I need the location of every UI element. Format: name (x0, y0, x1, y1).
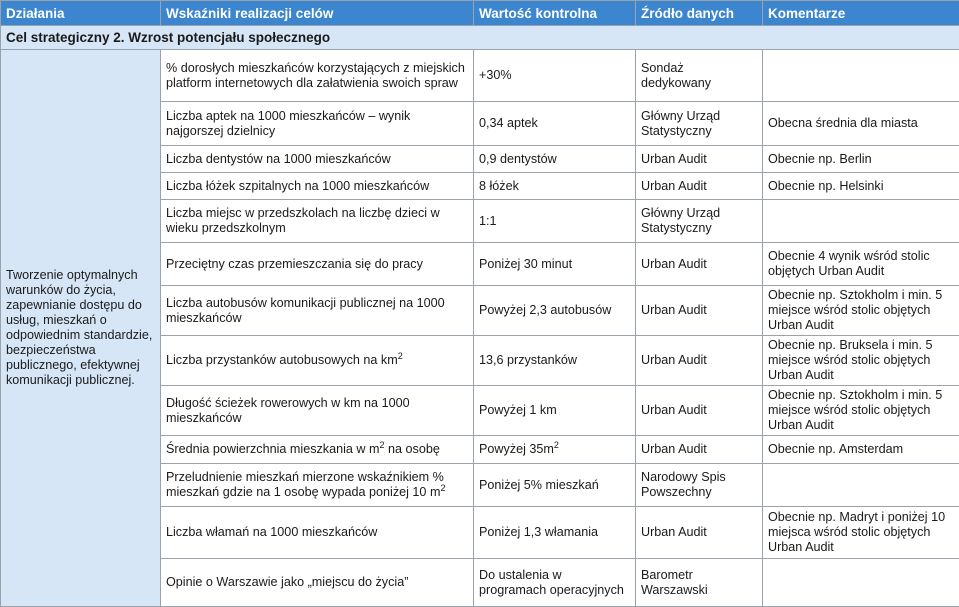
control-value-cell (474, 286, 636, 336)
control-value-cell (474, 559, 636, 607)
data-source-cell-text: Główny Urząd Statystyczny (641, 206, 720, 235)
indicator-cell-text: Liczba miejsc w przedszkolach na liczbę dzieci w wieku przedszkolnym (166, 206, 440, 235)
comment-cell (763, 559, 959, 607)
comment-cell-text: Obecnie 4 wynik wśród stolic objętych Urban Audit (768, 249, 930, 278)
indicator-cell-text: Przeciętny czas przemieszczania się do pracy (166, 257, 423, 271)
comment-cell-text: Obecnie np. Sztokholm i min. 5 miejsce wśród stolic objętych Urban Audit (768, 288, 942, 332)
indicator-cell (161, 200, 474, 243)
indicator-cell (161, 507, 474, 559)
control-value-cell (474, 464, 636, 507)
indicator-cell (161, 146, 474, 173)
indicator-cell-tail: na osobę (385, 442, 440, 456)
indicator-cell-text: Średnia powierzchnia mieszkania w m (166, 442, 380, 456)
data-source-cell (636, 102, 763, 146)
indicator-cell-text: Długość ścieżek rowerowych w km na 1000 mieszkańców (166, 396, 410, 425)
control-value-cell (474, 200, 636, 243)
data-source-cell (636, 386, 763, 436)
data-source-cell (636, 50, 763, 102)
data-source-cell-text: Główny Urząd Statystyczny (641, 109, 720, 138)
indicator-cell-text: Liczba włamań na 1000 mieszkańców (166, 525, 377, 539)
comment-cell (763, 173, 959, 200)
indicator-cell-text: Liczba łóżek szpitalnych na 1000 mieszkańców (166, 179, 429, 193)
indicator-cell (161, 50, 474, 102)
data-source-cell-text: Urban Audit (641, 403, 707, 417)
data-source-cell (636, 286, 763, 336)
data-source-cell (636, 146, 763, 173)
control-value-cell (474, 102, 636, 146)
data-source-cell-text: Urban Audit (641, 303, 707, 317)
indicator-cell-text: Przeludnienie mieszkań mierzone wskaźnikiem % mieszkań gdzie na 1 osobę wypada poniżej 10 m (166, 470, 444, 499)
comment-cell-text: Obecnie np. Amsterdam (768, 442, 903, 456)
data-source-cell-text: Urban Audit (641, 525, 707, 539)
control-value-cell (474, 50, 636, 102)
control-value-cell (474, 336, 636, 386)
control-value-cell-text: 0,34 aptek (479, 116, 538, 130)
indicator-cell-superscript: 2 (398, 351, 403, 361)
action-text: Tworzenie optymalnych warunków do życia, zapewnianie dostępu do usług, mieszkań o odpowiednim standardzie, bezpieczeństwa publicznego, efektywnej komunikacji publicznej. (6, 268, 152, 387)
data-source-cell-text: Urban Audit (641, 179, 707, 193)
header-indicators: Wskaźniki realizacji celów (161, 1, 474, 26)
control-value-cell-text: Powyżej 2,3 autobusów (479, 303, 611, 317)
indicator-cell-text: Liczba przystanków autobusowych na km (166, 353, 398, 367)
indicator-cell-text: Liczba dentystów na 1000 mieszkańców (166, 152, 391, 166)
data-source-cell (636, 243, 763, 286)
control-value-cell-text: 1:1 (479, 214, 497, 228)
control-value-cell-text: 13,6 przystanków (479, 353, 577, 367)
comment-cell (763, 286, 959, 336)
comment-cell (763, 507, 959, 559)
comment-cell (763, 386, 959, 436)
comment-cell-text: Obecnie np. Helsinki (768, 179, 884, 193)
table-row (1, 50, 959, 102)
indicator-cell (161, 286, 474, 336)
control-value-cell (474, 436, 636, 464)
indicator-cell (161, 173, 474, 200)
data-source-cell-text: Urban Audit (641, 152, 707, 166)
header-control-value: Wartość kontrolna (474, 1, 636, 26)
indicator-cell (161, 436, 474, 464)
control-value-cell-text: Poniżej 30 minut (479, 257, 572, 271)
control-value-cell-text: Poniżej 1,3 włamania (479, 525, 598, 539)
comment-cell (763, 464, 959, 507)
control-value-cell-text: Powyżej 1 km (479, 403, 557, 417)
comment-cell (763, 243, 959, 286)
control-value-cell-text: Powyżej 35m (479, 442, 554, 456)
header-data-source: Źródło danych (636, 1, 763, 26)
data-source-cell-text: Urban Audit (641, 353, 707, 367)
data-source-cell (636, 507, 763, 559)
comment-cell-text: Obecna średnia dla miasta (768, 116, 918, 130)
data-source-cell (636, 559, 763, 607)
comment-cell (763, 200, 959, 243)
data-source-cell-text: Urban Audit (641, 442, 707, 456)
comment-cell-text: Obecnie np. Madryt i poniżej 10 miejsca wśród stolic objętych Urban Audit (768, 510, 945, 554)
comment-cell (763, 50, 959, 102)
action-cell (1, 50, 161, 607)
control-value-cell (474, 173, 636, 200)
control-value-cell (474, 386, 636, 436)
control-value-cell (474, 507, 636, 559)
indicator-cell-superscript: 2 (380, 440, 385, 450)
comment-cell (763, 102, 959, 146)
control-value-cell-text: Do ustalenia w programach operacyjnych (479, 568, 624, 597)
control-value-cell-superscript: 2 (554, 440, 559, 450)
indicator-cell-text: Liczba aptek na 1000 mieszkańców – wynik najgorszej dzielnicy (166, 109, 410, 138)
strategic-goal: Cel strategiczny 2. Wzrost potencjału społecznego (1, 26, 959, 50)
control-value-cell-text: 0,9 dentystów (479, 152, 557, 166)
data-source-cell-text: Sondaż dedykowany (641, 61, 711, 90)
data-source-cell (636, 200, 763, 243)
control-value-cell (474, 243, 636, 286)
header-actions: Działania (1, 1, 161, 26)
goal-row (1, 26, 959, 50)
data-source-cell (636, 436, 763, 464)
comment-cell-text: Obecnie np. Sztokholm i min. 5 miejsce wśród stolic objętych Urban Audit (768, 388, 942, 432)
data-source-cell-text: Barometr Warszawski (641, 568, 708, 597)
data-source-cell (636, 336, 763, 386)
data-source-cell-text: Urban Audit (641, 257, 707, 271)
indicator-cell (161, 464, 474, 507)
indicator-cell-text: % dorosłych mieszkańców korzystających z miejskich platform internetowych dla załatwienia swoich spraw (166, 61, 465, 90)
data-source-cell-text: Narodowy Spis Powszechny (641, 470, 726, 499)
indicator-cell (161, 386, 474, 436)
comment-cell-text: Obecnie np. Berlin (768, 152, 872, 166)
control-value-cell (474, 146, 636, 173)
indicator-cell (161, 559, 474, 607)
control-value-cell-text: +30% (479, 68, 512, 82)
header-comments: Komentarze (763, 1, 959, 26)
indicator-cell-text: Liczba autobusów komunikacji publicznej na 1000 mieszkańców (166, 296, 445, 325)
indicator-cell-text: Opinie o Warszawie jako „miejscu do życia” (166, 575, 408, 589)
indicator-cell (161, 243, 474, 286)
indicator-cell (161, 102, 474, 146)
comment-cell-text: Obecnie np. Bruksela i min. 5 miejsce wśród stolic objętych Urban Audit (768, 338, 933, 382)
control-value-cell-text: 8 łóżek (479, 179, 519, 193)
data-source-cell (636, 173, 763, 200)
comment-cell (763, 436, 959, 464)
indicator-cell-superscript: 2 (440, 483, 445, 493)
data-source-cell (636, 464, 763, 507)
comment-cell (763, 336, 959, 386)
comment-cell (763, 146, 959, 173)
control-value-cell-text: Poniżej 5% mieszkań (479, 478, 599, 492)
header-row (1, 1, 959, 26)
indicator-cell (161, 336, 474, 386)
